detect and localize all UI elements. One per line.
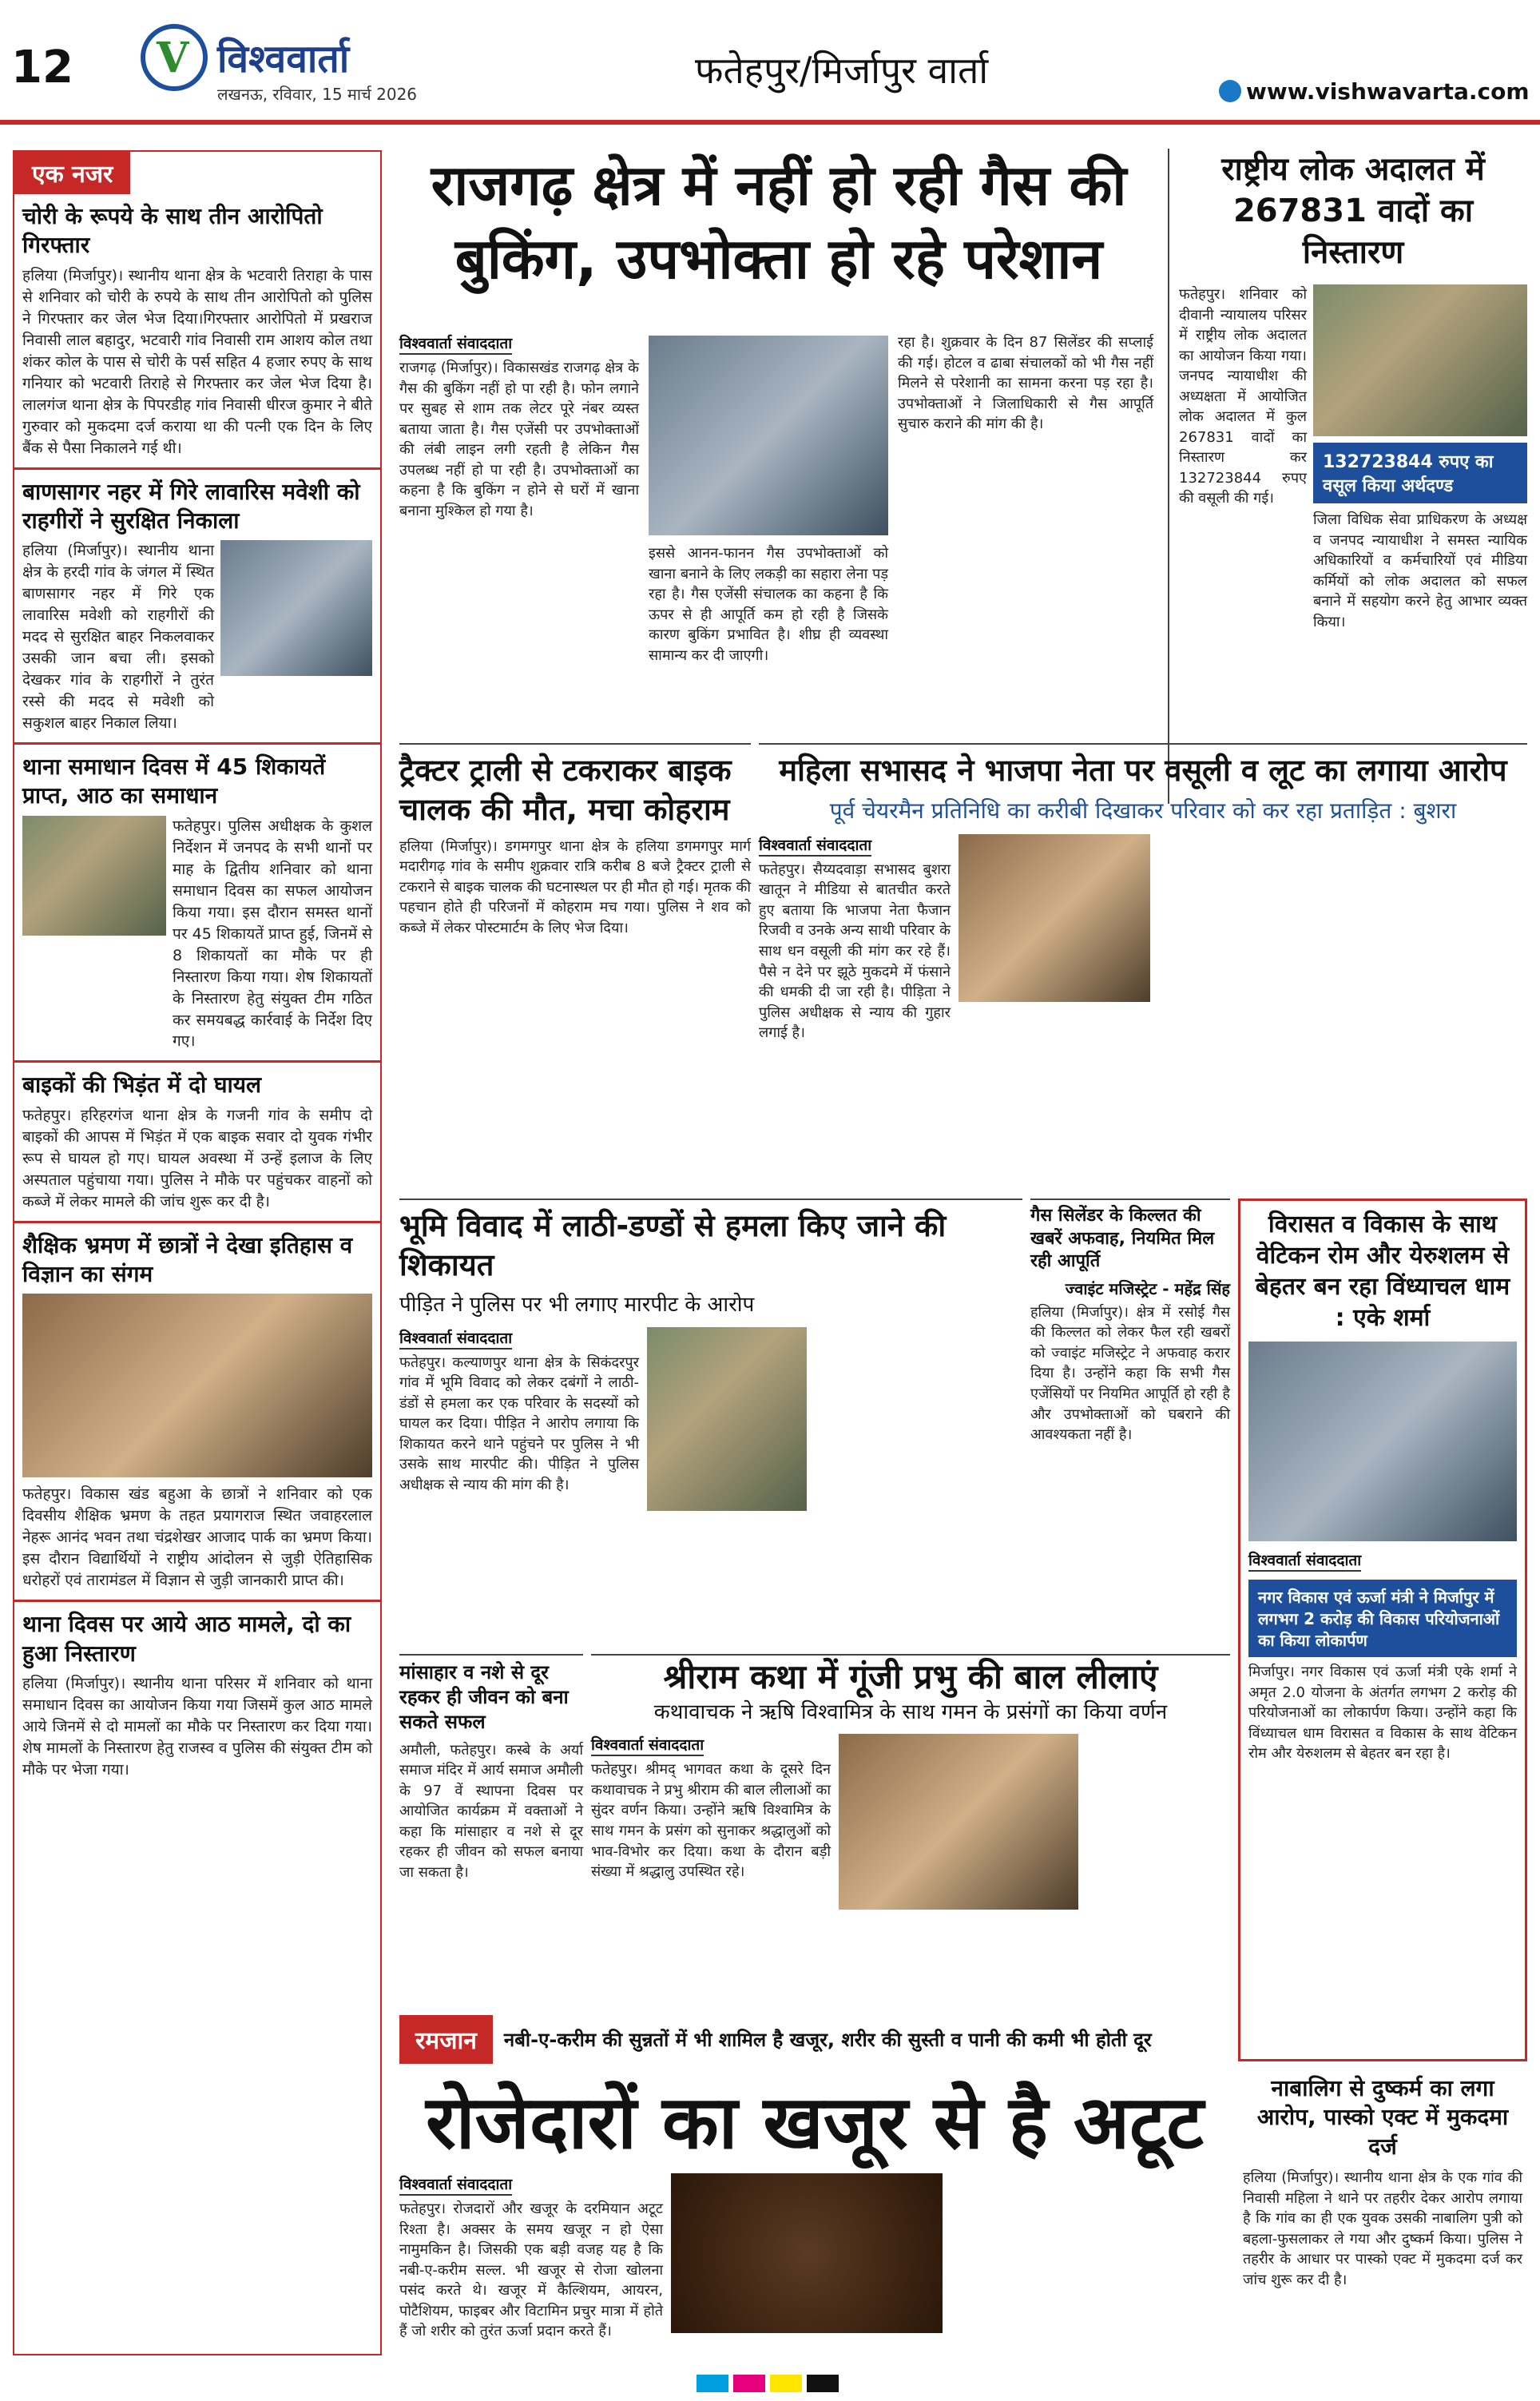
ramzan-headline: रोजेदारों का खजूर से है अटूट bbox=[426, 2080, 1204, 2165]
gas-supply-subhead: ज्वाइंट मजिस्ट्रेट - महेंद्र सिंह bbox=[1065, 1278, 1230, 1298]
brief-headline: थाना दिवस पर आये आठ मामले, दो का हुआ निस्तारण bbox=[22, 1611, 351, 1667]
ramzan-body: फतेहपुर। रोजदारों और खजूर के दरमियान अटूट रिश्ता है। अक्सर के समय खजूर न हो ऐसा नामुमकिन है। जिसकी एक बड़ी वजह यह है कि नबी-ए-करीम सल्ल. भी खजूर से रोजा खोलना पसंद करते थे। खजूर में कैल्शियम, आयरन, पोटैशियम, फाइबर और विटामिन प्रचुर मात्रा में होते हैं जो शरीर को तुरंत ऊर्जा प्रदान करते हैं। bbox=[399, 2200, 663, 2340]
ramzan-story bbox=[399, 2173, 1230, 2357]
byline: विश्ववार्ता संवाददाता bbox=[591, 1734, 704, 1756]
byline: विश्ववार्ता संवाददाता bbox=[399, 332, 512, 355]
gas-body: रहा है। शुक्रवार के दिन 87 सिलेंडर की सप्लाई की गई। होटल व ढाबा संचालकों को भी गैस नहीं मिलने से परेशानी का सामना करना पड़ रहा है। उपभोक्ताओं ने जिलाधिकारी से गैस आपूर्ति सुचारु कराने की मांग की है। bbox=[898, 334, 1153, 433]
byline: विश्ववार्ता संवाददाता bbox=[399, 1327, 512, 1350]
nabalig-headline: नाबालिग से दुष्कर्म का लगा आरोप, पास्को एक्ट में मुकदमा दर्ज bbox=[1256, 2075, 1509, 2160]
bhumi-story bbox=[399, 1199, 1022, 1646]
divider bbox=[14, 1221, 380, 1223]
page-number: 12 bbox=[11, 42, 73, 93]
gas-body: इससे आनन-फानन गैस उपभोक्ताओं को खाना बनाने के लिए लकड़ी का सहारा लेना पड़ रहा है। गैस एजेंसी संचालक का कहना है कि ऊपर से ही आपूर्ति कम हो रही है जिसके कारण बुकिंग प्रभावित है। शीघ्र ही व्यवस्था सामान्य कर दी जाएगी। bbox=[649, 545, 888, 664]
mansahar-body: अमौली, फतेहपुर। कस्बे के अर्या समाज मंदिर में आर्य समाज अमौली के 97 वें स्थापना दिवस पर आयोजित कार्यक्रम में वक्ताओं ने कहा कि मांसाहार व नशे से दूर रहकर ही जीवन को सफल बनाया जा सकता है। bbox=[399, 1741, 583, 1881]
nabalig-story bbox=[1238, 2069, 1527, 2357]
mahila-story bbox=[759, 743, 1527, 1191]
gas-headline: राजगढ़ क्षेत्र में नहीं हो रही गैस की बुकिंग, उपभोक्ता हो रहे परेशान bbox=[431, 153, 1127, 292]
vatican-body: मिर्जापुर। नगर विकास एवं ऊर्जा मंत्री एके शर्मा ने अमृत 2.0 योजना के अंतर्गत लगभग 2 करोड़ की परियोजनाओं का लोकार्पण किया। उन्होंने कहा कि विंध्याचल धाम विरासत व विकास के साथ वेटिकन रोम और येरुशलम से बेहतर बन रहा है। bbox=[1248, 1664, 1517, 1763]
brand-name: विश्ववार्ता bbox=[217, 37, 350, 81]
divider bbox=[14, 742, 380, 745]
byline: विश्ववार्ता संवाददाता bbox=[399, 2173, 512, 2196]
gas-supply-story bbox=[1030, 1199, 1230, 1678]
color-swatch bbox=[733, 2375, 765, 2392]
gas-agency-photo bbox=[649, 336, 888, 535]
gas-supply-body: हलिया (मिर्जापुर)। क्षेत्र में रसोई गैस की किल्लत को लेकर फैल रही खबरों को ज्वाइंट मजिस्ट्रेट ने अफवाह करार दिया है। उन्होंने कहा कि सभी गैस एजेंसियों पर नियमित आपूर्ति हो रही है और उपभोक्ताओं को घबराने की आवश्यकता नहीं है। bbox=[1030, 1303, 1230, 1444]
color-swatch bbox=[807, 2375, 839, 2392]
fine-highlight: 132723844 रुपए का वसूल किया अर्थदण्ड bbox=[1313, 443, 1527, 503]
gas-story-col3 bbox=[898, 332, 1153, 732]
vatican-highlight: नगर विकास एवं ऊर्जा मंत्री ने मिर्जापुर में लगभग 2 करोड़ की विकास परियोजनाओं का किया लोकार्पण bbox=[1248, 1580, 1517, 1657]
brief-headline: थाना समाधान दिवस में 45 शिकायतें प्राप्त, आठ का समाधान bbox=[22, 753, 326, 809]
vatican-story bbox=[1238, 1199, 1527, 2061]
brief-body: फतेहपुर। विकास खंड बहुआ के छात्रों ने शनिवार को एक दिवसीय शैक्षिक भ्रमण के तहत प्रयागराज स्थित जवाहरलाल नेहरू आनंद भवन तथा चंद्रशेखर आजाद पार्क का भ्रमण किया। इस दौरान विद्यार्थियों ने राष्ट्रीय आंदोलन से जुड़ी ऐतिहासिक धरोहरों एवं तारामंडल में विज्ञान से जुड़ी जानकारी प्राप्त की। bbox=[22, 1485, 372, 1590]
canal-photo bbox=[220, 540, 372, 676]
court-photo bbox=[1313, 284, 1527, 436]
shriram-headline: श्रीराम कथा में गूंजी प्रभु की बाल लीलाएं bbox=[663, 1657, 1158, 1696]
shriram-body: फतेहपुर। श्रीमद् भागवत कथा के दूसरे दिन कथावाचक ने प्रभु श्रीराम की बाल लीलाओं का सुंदर वर्णन किया। उन्होंने ऋषि विश्वामित्र के साथ गमन के प्रसंग को सुनाकर श्रद्धालुओं को भाव-विभोर कर दिया। कथा के दौरान बड़ी संख्या में श्रद्धालु उपस्थित रहे। bbox=[591, 1761, 831, 1881]
shriram-story bbox=[591, 1654, 1230, 2005]
brief-body: हलिया (मिर्जापुर)। स्थानीय थाना क्षेत्र के भटवारी तिराहा के पास से शनिवार को चोरी के रुपये के साथ तीन आरोपितो को पुलिस ने गिरफ्तार कर जेल भेज दिया।गिरफ्तार आरोपितो में प्रखराज निवासी लाल बहादुर, भटवारी गांव निवासी राम आशय कोल तथा शंकर कोल के पास से चोरी के पर्स सहित 4 हजार रुपए के साथ गनियार को भटवारी तिराहे से गिरफ्तार कर जेल भेज दिया है। लालगंज थाना क्षेत्र के पिपरडीह गांव निवासी धीरज कुमार ने बीते गुरुवार को मुकदमा दर्ज कराया था की पत्नी एक दिन के लिए बैंक से पैसा निकालने गई थी। bbox=[22, 266, 372, 457]
globe-icon bbox=[1219, 80, 1241, 102]
website-link[interactable]: www.vishwavarta.com bbox=[1246, 78, 1530, 105]
katha-photo bbox=[839, 1734, 1078, 1910]
divider bbox=[14, 467, 380, 470]
minister-photo bbox=[1248, 1342, 1517, 1541]
color-swatch bbox=[697, 2375, 728, 2392]
dates-photo bbox=[671, 2173, 943, 2333]
brief-headline: बाइकों की भिड़ंत में दो घायल bbox=[22, 1071, 262, 1099]
lok-adalat-body: फतेहपुर। शनिवार को दीवानी न्यायालय परिसर में राष्ट्रीय लोक अदालत का आयोजन किया गया। जनपद न्यायाधीश की अध्यक्षता में आयोजित लोक अदालत में कुल 267831 वादों का निस्तारण कर 132723844 रुपए की वसूली की गई। bbox=[1179, 286, 1307, 507]
gas-supply-headline: गैस सिलेंडर के किल्लत की खबरें अफवाह, नियमित मिल रही आपूर्ति bbox=[1030, 1206, 1215, 1272]
brief-headline: चोरी के रूपये के साथ तीन आरोपितो गिरफ्तार bbox=[22, 203, 323, 259]
vatican-headline: विरासत व विकास के साथ वेटिकन रोम और येरुशलम से बेहतर बन रहा विंध्याचल धाम : एके शर्मा bbox=[1255, 1210, 1510, 1332]
gas-story-col2 bbox=[649, 543, 888, 727]
bhumi-subhead: पीड़ित ने पुलिस पर भी लगाए मारपीट के आरोप bbox=[399, 1292, 755, 1317]
color-swatch bbox=[770, 2375, 802, 2392]
byline: विश्ववार्ता संवाददाता bbox=[759, 834, 871, 857]
shriram-subhead: कथावाचक ने ऋषि विश्वामित्र के साथ गमन के प्रसंगों का किया वर्णन bbox=[653, 1699, 1168, 1724]
lok-adalat-headline: राष्ट्रीय लोक अदालत में 267831 वादों का निस्तारण bbox=[1221, 151, 1485, 271]
students-photo bbox=[22, 1294, 372, 1477]
ramzan-strap bbox=[399, 2013, 1230, 2065]
divider bbox=[14, 1600, 380, 1602]
header-rule bbox=[0, 120, 1540, 125]
brief-headline: शैक्षिक भ्रमण में छात्रों ने देखा इतिहास व विज्ञान का संगम bbox=[22, 1231, 353, 1288]
bhumi-headline: भूमि विवाद में लाठी-डण्डों से हमला किए जाने की शिकायत bbox=[399, 1208, 947, 1283]
samadhan-photo bbox=[22, 816, 166, 936]
brand-logo: V bbox=[141, 24, 208, 91]
ramzan-tag: रमजान bbox=[399, 2015, 493, 2064]
lok-adalat-body-2: जिला विधिक सेवा प्राधिकरण के अध्यक्ष व जनपद न्यायाधीश ने समस्त न्यायिक अधिकारियों व कर्मचारियों एवं मीडिया कर्मियों को लोक अदालत को सफल बनाने में सहयोग करने हेतु आभार व्यक्त किया। bbox=[1313, 511, 1527, 630]
brief-body: फतेहपुर। हरिहरगंज थाना क्षेत्र के गजनी गांव के समीप दो बाइकों की आपस में भिड़ंत में एक बाइक सवार दो युवक गंभीर रूप से घायल हो गए। घायल अवस्था में उन्हें इलाज के लिए अस्पताल पहुंचाया गया। पुलिस ने मौके पर पहुंचकर वाहनों को कब्जे में लेकर मामले की जांच शुरू कर दी है। bbox=[22, 1106, 372, 1210]
mansahar-story bbox=[399, 1654, 583, 2005]
mahila-subhead: पूर्व चेयरमैन प्रतिनिधि का करीबी दिखाकर परिवार को कर रहा प्रताड़ित : बुशरा bbox=[829, 797, 1457, 825]
brief-body: फतेहपुर। पुलिस अधीक्षक के कुशल निर्देशन में जनपद के सभी थानों पर माह के द्वितीय शनिवार को थाना समाधान दिवस का सफल आयोजन किया गया। इस दौरान समस्त थानों पर 45 शिकायतें प्राप्त हुई, जिनमें से 8 शिकायतों का मौके पर ही निस्तारण किया गया। शेष शिकायतों के निस्तारण हेतु संयुक्त टीम गठित कर समयबद्ध कार्रवाई के निर्देश दिए गए। bbox=[173, 817, 372, 1051]
ek-nazar-tag: एक नजर bbox=[14, 152, 130, 194]
dateline: लखनऊ, रविवार, 15 मार्च 2026 bbox=[217, 85, 418, 104]
brief-body: हलिया (मिर्जापुर)। स्थानीय थाना परिसर में शनिवार को थाना समाधान दिवस का आयोजन किया गया जिसमें कुल आठ मामले आये जिनमें से दो मामलों का मौके पर निस्तारण कर दिया गया। शेष मामलों के निस्तारण हेतु राजस्व व पुलिस की संयुक्त टीम को मौके पर भेजा गया। bbox=[22, 1675, 372, 1779]
ek-nazar-column bbox=[13, 150, 382, 2355]
sabhasad-photo bbox=[959, 834, 1150, 1002]
mahila-headline: महिला सभासद ने भाजपा नेता पर वसूली व लूट का लगाया आरोप bbox=[779, 753, 1507, 788]
nabalig-body: हलिया (मिर्जापुर)। स्थानीय थाना क्षेत्र के एक गांव की निवासी महिला ने थाने पर तहरीर देकर आरोप लगाया है कि गांव का ही एक युवक उसकी नाबालिग पुत्री को बहला-फुसलाकर ले गया और दुष्कर्म किया। पुलिस ने तहरीर के आधार पर पास्को एक्ट में मुकदमा दर्ज कर जांच शुरू कर दी है। bbox=[1243, 2169, 1522, 2288]
divider bbox=[14, 1060, 380, 1063]
byline: विश्ववार्ता संवाददाता bbox=[1248, 1549, 1361, 1572]
section-title: फतेहपुर/मिर्जापुर वार्ता bbox=[695, 49, 989, 92]
complainant-photo bbox=[647, 1327, 807, 1511]
brief-body: हलिया (मिर्जापुर)। स्थानीय थाना क्षेत्र के हरदी गांव के जंगल में स्थित बाणसागर नहर में गिरे एक लावारिस मवेशी को राहगीरों की मदद से सुरक्षित बाहर निकलवाकर उसकी जान बचा ली। इसको देखकर गांव के राहगीरों ने तुरंत रस्से की मदद से मवेशी को सकुशल बाहर निकाल लिया। bbox=[22, 542, 214, 733]
ramzan-strap-text: नबी-ए-करीम की सुन्नतों में भी शामिल है खजूर, शरीर की सुस्ती व पानी की कमी भी होती दूर bbox=[503, 2028, 1152, 2051]
print-color-bar bbox=[0, 2365, 1540, 2401]
gas-body: राजगढ़ (मिर्जापुर)। विकासखंड राजगढ़ क्षेत्र के गैस की बुकिंग नहीं हो पा रही है। फोन लगाने पर सुबह से शाम तक लेटर पूरे नंबर व्यस्त बताया जाता है। गैस एजेंसी पर उपभोक्ताओं की लंबी लाइन लगी रहती है लेकिन गैस उपलब्ध नहीं हो पा रही है। उपभोक्ताओं का कहना है कि बुकिंग न होने से घरों में खाना बनाना मुश्किल हो गया है। bbox=[399, 360, 639, 519]
gas-story-headline-block bbox=[399, 149, 1158, 324]
masthead bbox=[0, 0, 1540, 120]
mahila-body: फतेहपुर। सैय्यदवाड़ा सभासद बुशरा खातून ने मीडिया से बातचीत करते हुए बताया कि भाजपा नेता फैजान रिजवी व उनके अन्य साथी परिवार के साथ धन वसूली की मांग कर रहे हैं। पैसे न देने पर झूठे मुकदमे में फंसाने की धमकी दी जा रही है। पीड़िता ने पुलिस अधीक्षक से न्याय की गुहार लगाई है। bbox=[759, 861, 951, 1042]
lok-adalat-story bbox=[1168, 149, 1527, 804]
gas-story-col1 bbox=[399, 332, 639, 732]
tractor-headline: ट्रैक्टर ट्राली से टकराकर बाइक चालक की मौत, मचा कोहराम bbox=[399, 753, 732, 828]
mansahar-headline: मांसाहार व नशे से दूर रहकर ही जीवन को बना सकते सफल bbox=[399, 1661, 569, 1734]
tractor-body: हलिया (मिर्जापुर)। डगमगपुर थाना क्षेत्र के हलिया डगमगपुर मार्ग मदारीगढ़ गांव के समीप शुक्रवार रात्रि करीब 8 बजे ट्रैक्टर ट्राली से टकराने से बाइक चालक की घटनास्थल पर ही मौत हो गई। मृतक की पहचान होते ही परिजनों में कोहराम मच गया। पुलिस ने शव को कब्जे में लेकर पोस्टमार्टम के लिए भेज दिया। bbox=[399, 837, 751, 936]
brief-headline: बाणसागर नहर में गिरे लावारिस मवेशी को राहगीरों ने सुरक्षित निकाला bbox=[22, 478, 360, 534]
bhumi-body: फतेहपुर। कल्याणपुर थाना क्षेत्र के सिकंदरपुर गांव में भूमि विवाद को लेकर दबंगों ने लाठी-डंडों से हमला कर एक परिवार के सदस्यों को घायल कर दिया। पीड़ित ने आरोप लगाया कि शिकायत करने थाने पहुंचने पर पुलिस ने भी उसके साथ मारपीट की। पीड़ित ने पुलिस अधीक्षक से न्याय की मांग की है। bbox=[399, 1354, 639, 1493]
